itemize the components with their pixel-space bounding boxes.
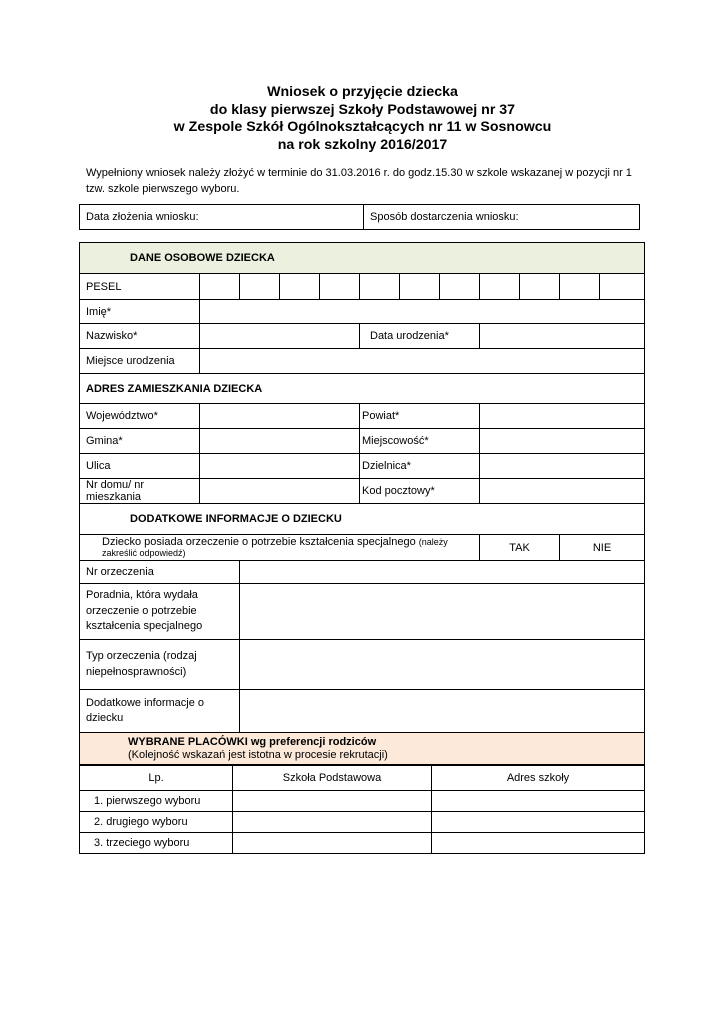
commune-label: Gmina*: [80, 429, 200, 454]
district-label: Dzielnica*: [360, 454, 480, 479]
pesel-digit[interactable]: [520, 274, 560, 300]
certificate-type-label: [80, 640, 240, 690]
house-number-field[interactable]: [200, 479, 360, 504]
institutions-header: [80, 733, 645, 765]
certificate-type-label-1: Typ orzeczenia (rodzaj: [86, 650, 197, 662]
pesel-digit[interactable]: [480, 274, 520, 300]
submission-method-field[interactable]: Sposób dostarczenia wniosku:: [364, 205, 640, 230]
certificate-number-field[interactable]: [240, 561, 645, 584]
intro-line-2: tzw. szkole pierwszego wyboru.: [86, 182, 240, 195]
extra-info-label: [80, 690, 240, 733]
intro-text: [86, 166, 656, 197]
pesel-label: PESEL: [80, 274, 200, 300]
county-field[interactable]: [480, 404, 645, 429]
pesel-digit[interactable]: [200, 274, 240, 300]
first-name-field[interactable]: [200, 300, 645, 324]
clinic-field[interactable]: [240, 584, 645, 640]
birth-date-field[interactable]: [480, 324, 645, 349]
certificate-number-label: Nr orzeczenia: [80, 561, 240, 584]
title-line-3: w Zespole Szkół Ogólnokształcących nr 11 w Sosnowcu: [173, 119, 552, 135]
personal-data-header: DANE OSOBOWE DZIECKA: [80, 243, 645, 274]
certificate-question-text: Dziecko posiada orzeczenie o potrzebie kształcenia specjalnego: [102, 535, 416, 548]
intro-line-1: Wypełniony wniosek należy złożyć w terminie do 31.03.2016 r. do godz.15.30 w szkole wskazanej w pozycji nr 1: [86, 167, 632, 179]
certificate-yes-option[interactable]: TAK: [480, 535, 560, 561]
institutions-table: [79, 765, 645, 854]
town-field[interactable]: [480, 429, 645, 454]
certificate-hint-2: zakreślić odpowiedź): [102, 547, 186, 558]
school-field[interactable]: [233, 791, 432, 812]
pesel-digit[interactable]: [320, 274, 360, 300]
postal-code-label: Kod pocztowy*: [360, 479, 480, 504]
extra-info-label-1: Dodatkowe informacje o: [86, 696, 205, 709]
pesel-digit[interactable]: [560, 274, 600, 300]
title-line-1: Wniosek o przyjęcie dziecka: [267, 84, 458, 100]
certificate-question: [80, 535, 480, 561]
submission-date-field[interactable]: Data złożenia wniosku:: [80, 205, 364, 230]
last-name-label: Nazwisko*: [80, 324, 200, 349]
additional-info-header: DODATKOWE INFORMACJE O DZIECKU: [80, 504, 645, 535]
pesel-digit[interactable]: [600, 274, 645, 300]
table-row-label: 2. drugiego wyboru: [80, 812, 233, 833]
table-row-label: 1. pierwszego wyboru: [80, 791, 233, 812]
institutions-title: WYBRANE PLACÓWKI wg preferencji rodziców: [128, 735, 377, 748]
extra-info-field[interactable]: [240, 690, 645, 733]
clinic-label-2: orzeczenie o potrzebie: [86, 604, 197, 617]
submission-table: [79, 204, 640, 230]
last-name-field[interactable]: [200, 324, 360, 349]
extra-info-label-2: dziecku: [86, 712, 124, 724]
certificate-type-field[interactable]: [240, 640, 645, 690]
pesel-digit[interactable]: [400, 274, 440, 300]
pesel-digit[interactable]: [440, 274, 480, 300]
certificate-type-label-2: niepełnosprawności): [86, 665, 187, 678]
school-address-field[interactable]: [432, 833, 645, 854]
birth-place-label: Miejsce urodzenia: [80, 349, 200, 374]
district-field[interactable]: [480, 454, 645, 479]
col-address-header: Adres szkoły: [432, 766, 645, 791]
institutions-subtitle: (Kolejność wskazań jest istotna w procesie rekrutacji): [128, 748, 388, 761]
voivodeship-field[interactable]: [200, 404, 360, 429]
address-header: ADRES ZAMIESZKANIA DZIECKA: [80, 374, 645, 404]
certificate-no-option[interactable]: NIE: [560, 535, 645, 561]
birth-place-field[interactable]: [200, 349, 645, 374]
pesel-digit[interactable]: [280, 274, 320, 300]
title-line-4: na rok szkolny 2016/2017: [277, 136, 448, 153]
street-label: Ulica: [80, 454, 200, 479]
birth-date-label: Data urodzenia*: [360, 324, 480, 349]
house-number-label: Nr domu/ nr mieszkania: [80, 479, 200, 504]
town-label: Miejscowość*: [360, 429, 480, 454]
postal-code-field[interactable]: [480, 479, 645, 504]
street-field[interactable]: [200, 454, 360, 479]
child-data-table: [79, 242, 645, 765]
title-line-2: do klasy pierwszej Szkoły Podstawowej nr 37: [209, 101, 516, 118]
school-address-field[interactable]: [432, 812, 645, 833]
first-name-label: Imię*: [80, 300, 200, 324]
col-lp-header: Lp.: [80, 766, 233, 791]
pesel-digit[interactable]: [240, 274, 280, 300]
form-title: [0, 84, 725, 154]
school-field[interactable]: [233, 812, 432, 833]
county-label: Powiat*: [360, 404, 480, 429]
col-school-header: Szkoła Podstawowa: [233, 766, 432, 791]
voivodeship-label: Województwo*: [80, 404, 200, 429]
commune-field[interactable]: [200, 429, 360, 454]
clinic-label-1: Poradnia, która wydała: [86, 589, 198, 602]
school-address-field[interactable]: [432, 791, 645, 812]
pesel-digit[interactable]: [360, 274, 400, 300]
certificate-hint: (należy: [418, 536, 448, 547]
clinic-label-3: kształcenia specjalnego: [86, 620, 203, 633]
table-row-label: 3. trzeciego wyboru: [80, 833, 233, 854]
clinic-label: [80, 584, 240, 640]
school-field[interactable]: [233, 833, 432, 854]
